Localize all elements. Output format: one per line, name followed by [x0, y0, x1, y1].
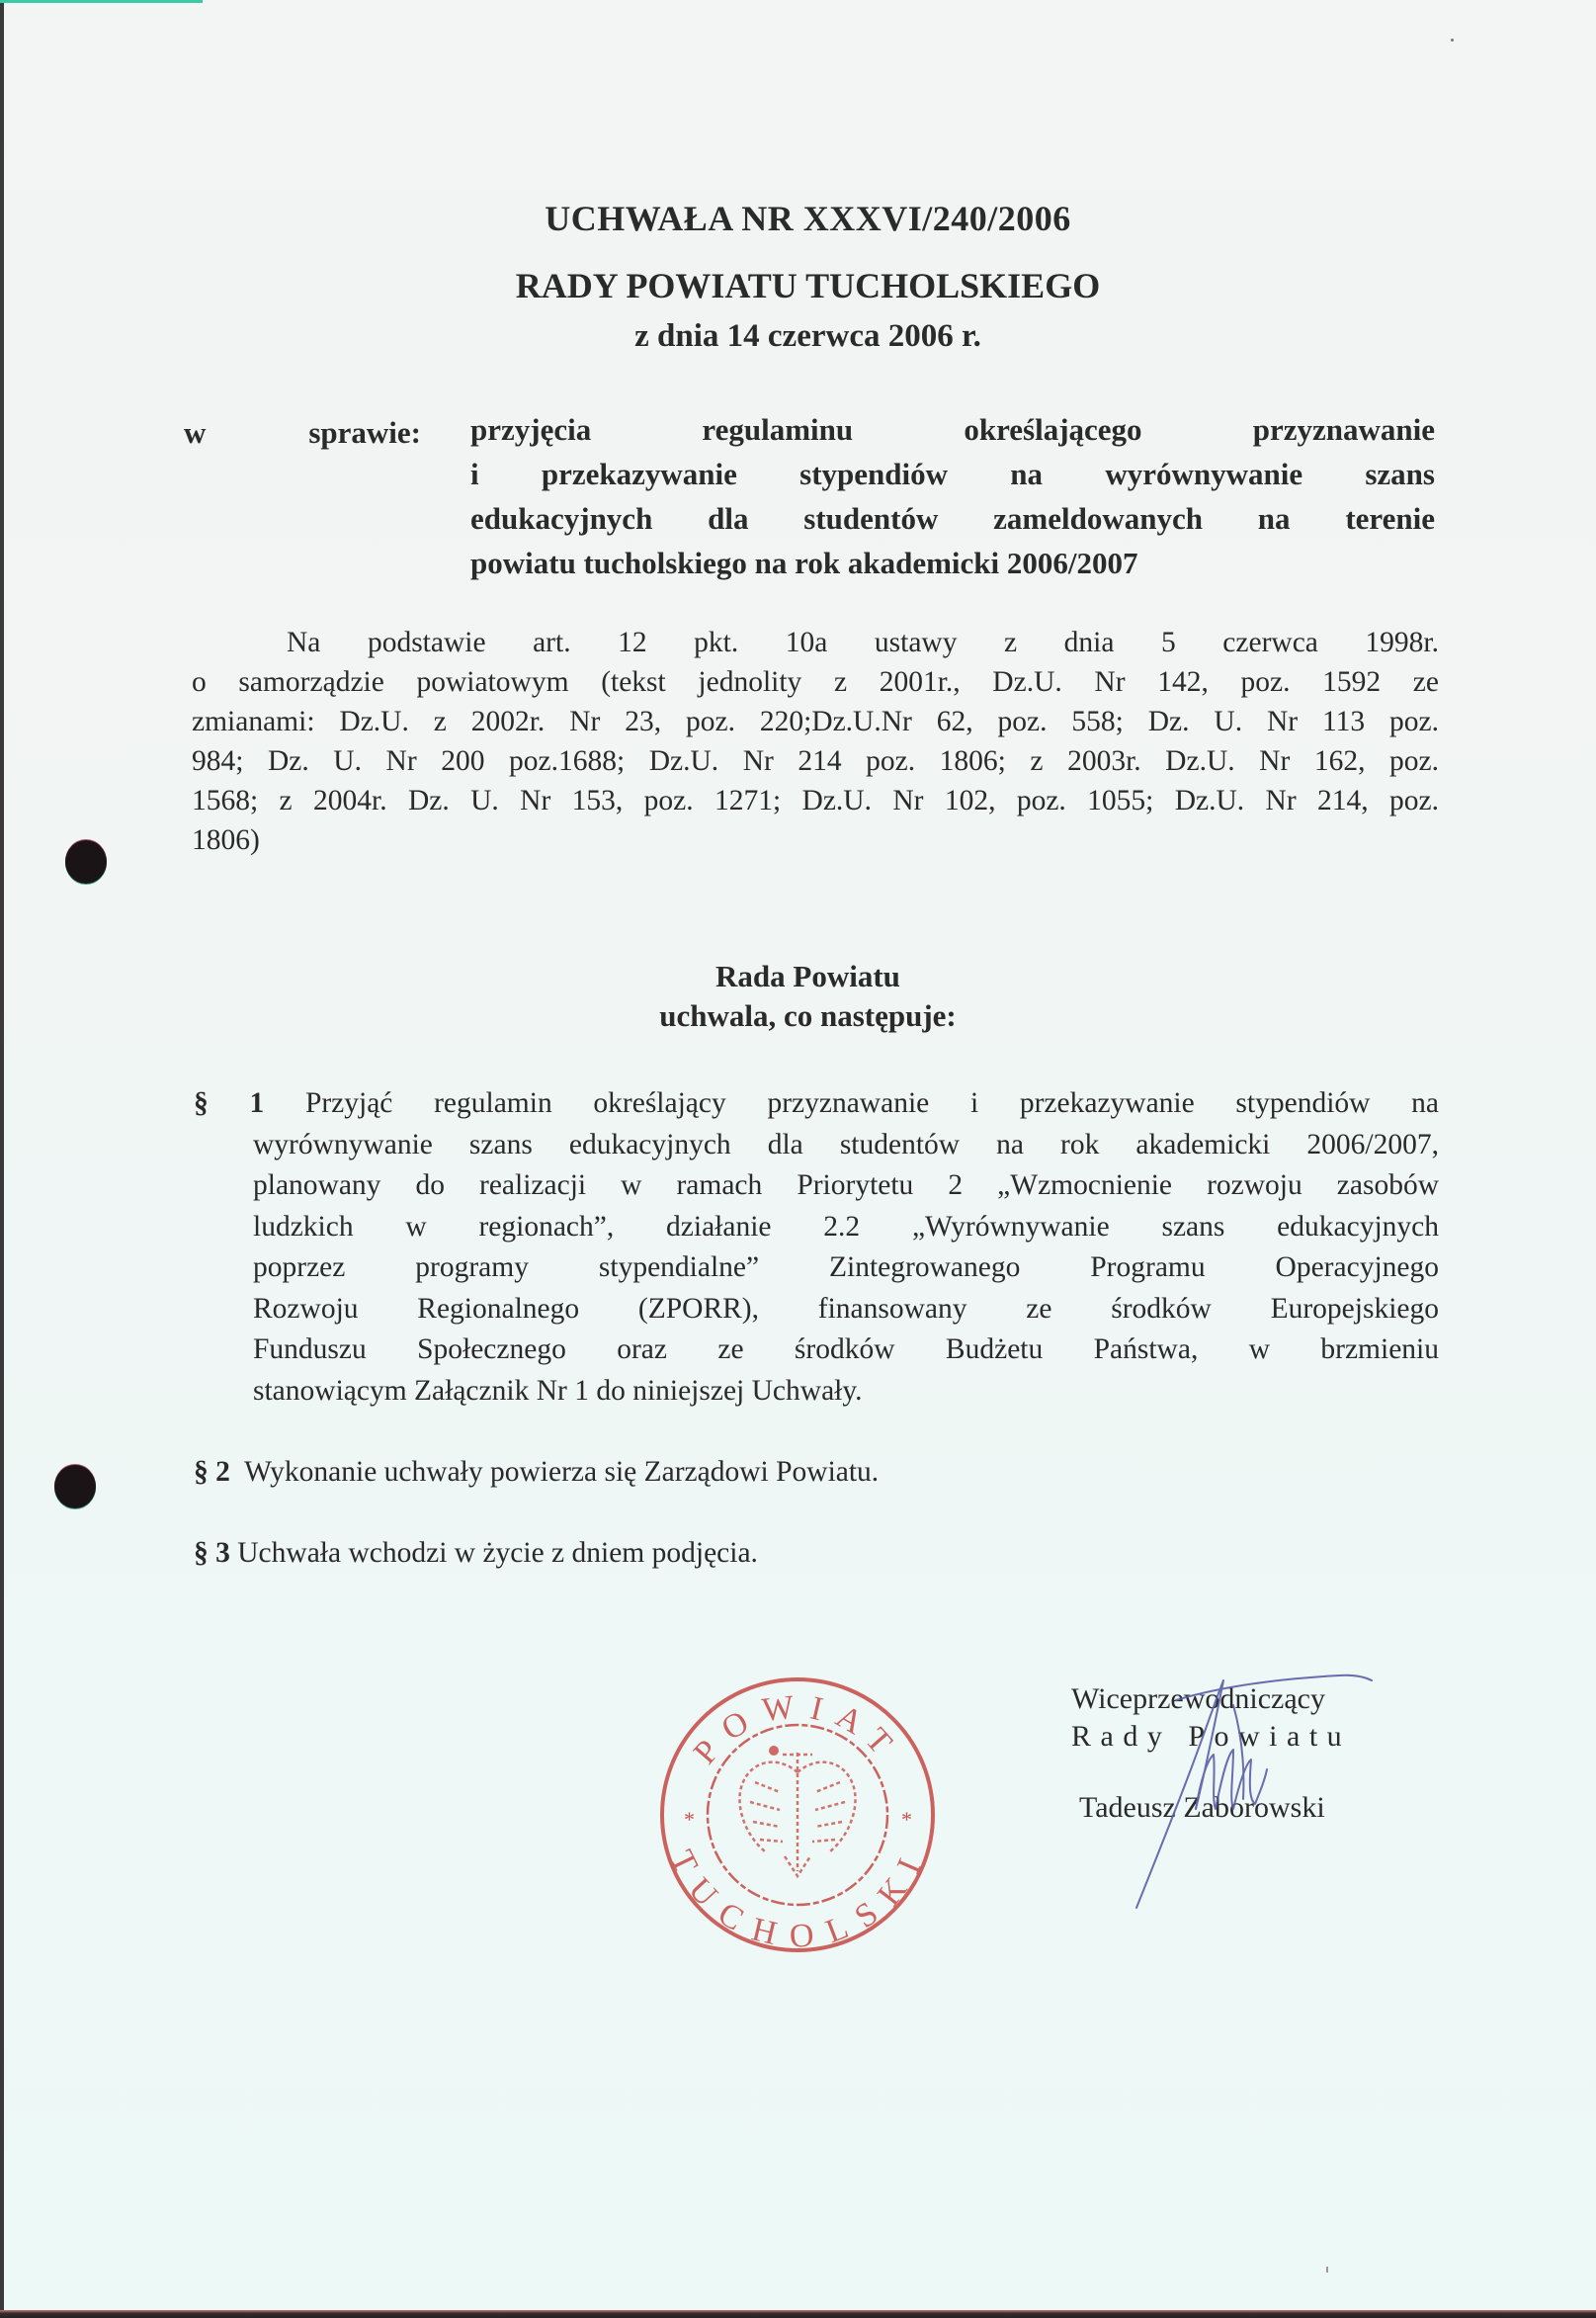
- signature-block: [1071, 1680, 1407, 1827]
- signatory-name: Tadeusz Zaborowski: [1079, 1791, 1325, 1824]
- legal-basis-line: zmianami: Dz.U. z 2002r. Nr 23, poz. 220;Dz.U.Nr 62, poz. 558; Dz. U. Nr 113 poz.: [192, 706, 1439, 737]
- paragraph-symbol: § 1: [194, 1087, 265, 1119]
- punch-hole: [54, 1465, 96, 1508]
- legal-basis-line: 1568; z 2004r. Dz. U. Nr 153, poz. 1271; Dz.U. Nr 102, poz. 1055; Dz.U. Nr 214, poz.: [192, 785, 1439, 816]
- council-resolves: uchwala, co następuje:: [659, 998, 957, 1033]
- council-heading: Rada Powiatu: [715, 959, 900, 993]
- punch-hole: [65, 840, 107, 884]
- subject-line: przyjęcia regulaminu określającego przyznawanie: [470, 412, 1435, 447]
- paragraph-2-text: Wykonanie uchwały powierza się Zarządowi Powiatu.: [244, 1456, 880, 1488]
- scan-top-edge: [0, 0, 203, 3]
- scan-bottom-edge: [0, 2310, 1596, 2318]
- paragraph-2: [194, 1452, 879, 1494]
- legal-basis-line: o samorządzie powiatowym (tekst jednolity z 2001r., Dz.U. Nr 142, poz. 1592 ze: [192, 666, 1439, 698]
- subject-label-w: w: [184, 415, 207, 450]
- paragraph-symbol: § 2: [194, 1456, 230, 1488]
- paragraph-1-text: Przyjąć regulamin określający przyznawanie i przekazywanie stypendiów na: [304, 1087, 1440, 1119]
- paragraph-3: [194, 1533, 758, 1575]
- paragraph-symbol: § 3: [194, 1537, 230, 1569]
- legal-basis-line: 984; Dz. U. Nr 200 poz.1688; Dz.U. Nr 214 poz. 1806; z 2003r. Dz.U. Nr 162, poz.: [192, 745, 1439, 777]
- stamp-eagle-emblem: [739, 1753, 855, 1876]
- official-stamp: [656, 1674, 939, 1956]
- subject-line: i przekazywanie stypendiów na wyrównywanie szans: [470, 457, 1435, 491]
- paragraph-1-line: Funduszu Społecznego oraz ze środków Budżetu Państwa, w brzmieniu: [253, 1333, 1439, 1365]
- legal-basis-line: Na podstawie art. 12 pkt. 10a ustawy z dnia 5 czerwca 1998r.: [287, 627, 1439, 658]
- stamp-star-left: *: [684, 1807, 695, 1832]
- scan-speck: [1451, 39, 1454, 42]
- legal-basis: [192, 623, 1439, 860]
- paragraph-1-line: Rozwoju Regionalnego (ZPORR), finansowany ze środków Europejskiego: [253, 1292, 1439, 1325]
- paragraph-1-line: planowany do realizacji w ramach Priorytetu 2 „Wzmocnienie rozwoju zasobów: [253, 1169, 1439, 1201]
- stamp-top-text: POWIAT: [686, 1687, 908, 1771]
- subject-label-sprawie: sprawie:: [308, 415, 421, 450]
- paragraph-1-line: ludzkich w regionach”, działanie 2.2 „Wyrównywanie szans edukacyjnych: [253, 1210, 1439, 1243]
- resolution-number: UCHWAŁA NR XXXVI/240/2006: [545, 199, 1071, 238]
- paragraph-1-line: poprzez programy stypendialne” Zintegrowanego Programu Operacyjnego: [253, 1251, 1439, 1283]
- resolution-date: z dnia 14 czerwca 2006 r.: [634, 318, 981, 354]
- subject-label: [184, 415, 421, 451]
- subject-line: edukacyjnych dla studentów zameldowanych na terenie: [470, 501, 1435, 536]
- paragraph-1-line: stanowiącym Załącznik Nr 1 do niniejszej Uchwały.: [253, 1374, 863, 1407]
- paragraph-1-line: wyrównywanie szans edukacyjnych dla studentów na rok akademicki 2006/2007,: [253, 1128, 1439, 1160]
- signatory-body: Rady Powiatu: [1071, 1720, 1352, 1753]
- subject-text: [470, 407, 1435, 585]
- paragraph-1-line: [194, 1083, 1439, 1125]
- signatory-role: Wiceprzewodniczący: [1071, 1682, 1325, 1715]
- paragraph-3-text: Uchwała wchodzi w życie z dniem podjęcia.: [237, 1537, 758, 1569]
- stamp-bottom-text: TUCHOLSKI: [662, 1845, 933, 1956]
- paragraph-1: [194, 1083, 1439, 1412]
- legal-basis-line: 1806): [192, 824, 260, 856]
- stamp-star-right: *: [901, 1807, 912, 1832]
- council-name: RADY POWIATU TUCHOLSKIEGO: [515, 266, 1101, 305]
- subject-line: powiatu tucholskiego na rok akademicki 2006/2007: [470, 546, 1138, 580]
- scan-speck: [1326, 2267, 1328, 2273]
